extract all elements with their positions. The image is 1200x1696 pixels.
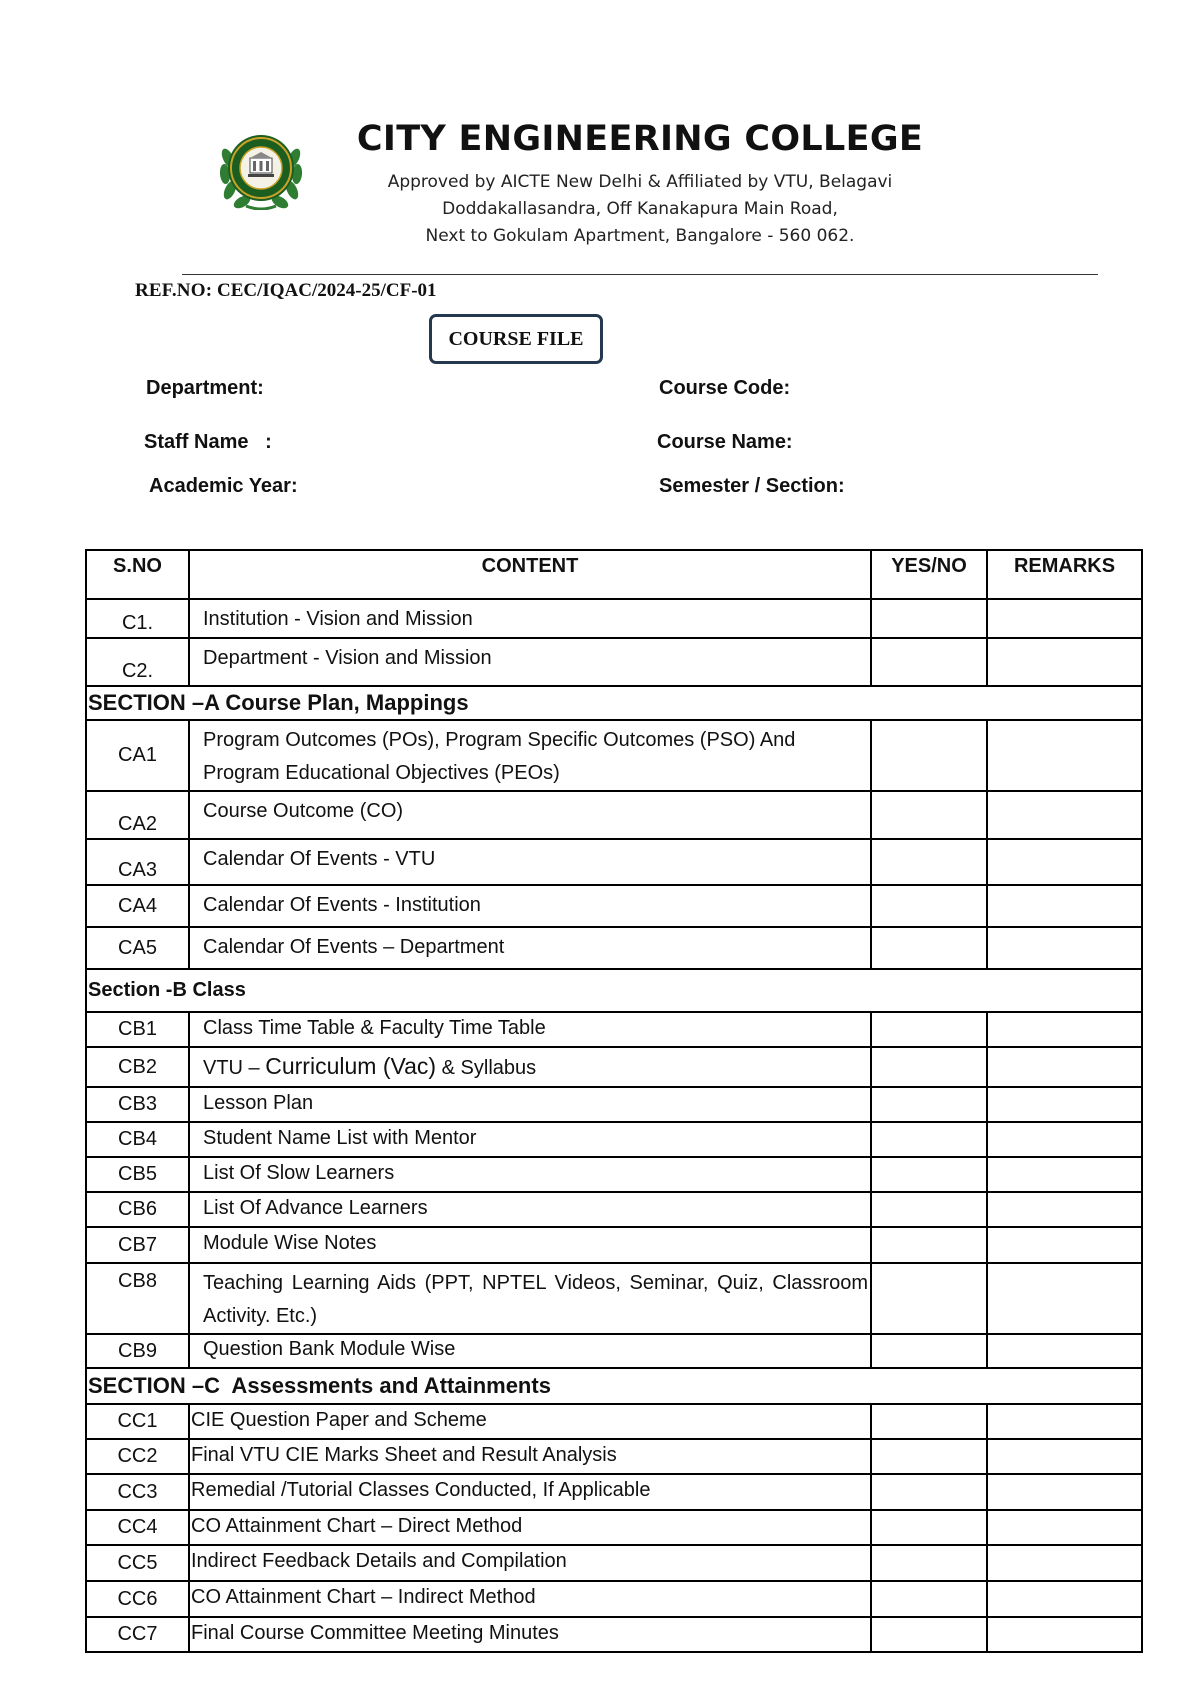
course-file-checklist-table (85, 549, 1143, 1653)
row-sno: CA3 (86, 839, 189, 885)
row-yes-no (871, 1047, 987, 1087)
row-yes-no (871, 1334, 987, 1368)
row-remarks (987, 638, 1142, 686)
table-row (86, 1334, 1142, 1368)
table-row (86, 1263, 1142, 1334)
document-title: COURSE FILE (448, 327, 584, 350)
row-yes-no (871, 720, 987, 791)
row-yes-no (871, 1122, 987, 1157)
row-remarks (987, 1334, 1142, 1368)
row-sno: CB1 (86, 1012, 189, 1047)
row-remarks (987, 927, 1142, 969)
table-row (86, 1192, 1142, 1227)
row-yes-no (871, 1510, 987, 1545)
header-remarks: REMARKS (987, 550, 1142, 599)
row-content: Calendar Of Events - Institution (189, 885, 871, 927)
row-sno: CB2 (86, 1047, 189, 1087)
row-yes-no (871, 1617, 987, 1652)
row-content: Lesson Plan (189, 1087, 871, 1122)
table-row (86, 791, 1142, 839)
row-sno: CB6 (86, 1192, 189, 1227)
college-address-line-3: Next to Gokulam Apartment, Bangalore - 560 062. (425, 226, 855, 246)
row-remarks (987, 1047, 1142, 1087)
header-sno: S.NO (86, 550, 189, 599)
row-sno: C1. (86, 599, 189, 638)
row-sno: CB8 (86, 1263, 189, 1334)
row-content: Department - Vision and Mission (189, 638, 871, 686)
table-row (86, 927, 1142, 969)
table-row (86, 1227, 1142, 1263)
row-sno: CB9 (86, 1334, 189, 1368)
row-content: List Of Slow Learners (189, 1157, 871, 1192)
section-row (86, 1368, 1142, 1404)
row-content: Class Time Table & Faculty Time Table (189, 1012, 871, 1047)
table-row (86, 1012, 1142, 1047)
section-heading: SECTION –A Course Plan, Mappings (86, 686, 1142, 720)
row-remarks (987, 1474, 1142, 1510)
table-row (86, 1617, 1142, 1652)
row-content: Indirect Feedback Details and Compilation (189, 1545, 871, 1581)
row-remarks (987, 1581, 1142, 1617)
content-part: VTU – (203, 1057, 266, 1079)
row-content: Student Name List with Mentor (189, 1122, 871, 1157)
row-remarks (987, 885, 1142, 927)
staff-name-label: Staff Name : (144, 431, 272, 453)
row-remarks (987, 1227, 1142, 1263)
row-remarks (987, 1439, 1142, 1474)
row-content: CO Attainment Chart – Indirect Method (189, 1581, 871, 1617)
row-content (189, 1047, 871, 1087)
row-yes-no (871, 1192, 987, 1227)
row-sno: CC5 (86, 1545, 189, 1581)
table-row (86, 1047, 1142, 1087)
row-yes-no (871, 1404, 987, 1439)
row-content: Course Outcome (CO) (189, 791, 871, 839)
row-yes-no (871, 1439, 987, 1474)
document-title-box (429, 314, 603, 364)
academic-year-label: Academic Year: (149, 475, 298, 497)
row-yes-no (871, 885, 987, 927)
row-sno: CB5 (86, 1157, 189, 1192)
row-remarks (987, 1192, 1142, 1227)
row-content: Module Wise Notes (189, 1227, 871, 1263)
row-remarks (987, 1545, 1142, 1581)
row-remarks (987, 1012, 1142, 1047)
row-yes-no (871, 1087, 987, 1122)
table-row (86, 839, 1142, 885)
semester-section-label: Semester / Section: (659, 475, 845, 497)
college-address-line-1: Approved by AICTE New Delhi & Affiliated by VTU, Belagavi (387, 172, 893, 192)
row-yes-no (871, 638, 987, 686)
row-remarks (987, 1617, 1142, 1652)
row-yes-no (871, 1263, 987, 1334)
row-remarks (987, 1404, 1142, 1439)
section-heading: SECTION –C Assessments and Attainments (86, 1368, 1142, 1404)
header-content: CONTENT (189, 550, 871, 599)
table-row (86, 638, 1142, 686)
row-yes-no (871, 791, 987, 839)
table-row (86, 1157, 1142, 1192)
row-yes-no (871, 599, 987, 638)
row-sno: CC1 (86, 1404, 189, 1439)
row-yes-no (871, 927, 987, 969)
row-yes-no (871, 1157, 987, 1192)
section-heading: Section -B Class (86, 969, 1142, 1012)
table-row (86, 1122, 1142, 1157)
course-name-label: Course Name: (657, 431, 793, 453)
row-yes-no (871, 1581, 987, 1617)
college-name: CITY ENGINEERING COLLEGE (356, 119, 924, 159)
table-row (86, 1439, 1142, 1474)
reference-value: CEC/IQAC/2024-25/CF-01 (216, 280, 437, 301)
row-remarks (987, 1157, 1142, 1192)
row-sno: CA1 (86, 720, 189, 791)
row-remarks (987, 839, 1142, 885)
row-content: List Of Advance Learners (189, 1192, 871, 1227)
header-divider (182, 274, 1098, 275)
college-address-line-2: Doddakallasandra, Off Kanakapura Main Road, (442, 199, 838, 219)
row-yes-no (871, 1012, 987, 1047)
table-row (86, 1545, 1142, 1581)
row-yes-no (871, 839, 987, 885)
row-content: Remedial /Tutorial Classes Conducted, If Applicable (189, 1474, 871, 1510)
row-content: Calendar Of Events - VTU (189, 839, 871, 885)
row-content: Teaching Learning Aids (PPT, NPTEL Videos, Seminar, Quiz, Classroom Activity. Etc.) (189, 1263, 871, 1334)
row-remarks (987, 1263, 1142, 1334)
section-row (86, 969, 1142, 1012)
row-content: Calendar Of Events – Department (189, 927, 871, 969)
row-sno: C2. (86, 638, 189, 686)
row-remarks (987, 599, 1142, 638)
row-sno: CA2 (86, 791, 189, 839)
row-remarks (987, 1087, 1142, 1122)
content-part: Curriculum (Vac) (265, 1053, 437, 1079)
row-content: Institution - Vision and Mission (189, 599, 871, 638)
row-sno: CC4 (86, 1510, 189, 1545)
row-remarks (987, 791, 1142, 839)
content-part: & Syllabus (436, 1057, 537, 1079)
row-sno: CB7 (86, 1227, 189, 1263)
row-sno: CC7 (86, 1617, 189, 1652)
table-row (86, 885, 1142, 927)
course-code-label: Course Code: (659, 377, 791, 399)
row-sno: CC3 (86, 1474, 189, 1510)
college-logo (216, 128, 306, 210)
table-row (86, 720, 1142, 791)
row-content: Program Outcomes (POs), Program Specific Outcomes (PSO) And Program Educational Objectives (PEOs) (189, 720, 871, 791)
row-yes-no (871, 1545, 987, 1581)
row-content: CIE Question Paper and Scheme (189, 1404, 871, 1439)
row-remarks (987, 1122, 1142, 1157)
row-sno: CA5 (86, 927, 189, 969)
row-sno: CC2 (86, 1439, 189, 1474)
header-yes-no: YES/NO (871, 550, 987, 599)
row-content: Final VTU CIE Marks Sheet and Result Analysis (189, 1439, 871, 1474)
table-row (86, 1087, 1142, 1122)
table-row (86, 1581, 1142, 1617)
reference-label: REF.NO: (135, 280, 213, 301)
table-row (86, 1404, 1142, 1439)
row-remarks (987, 720, 1142, 791)
table-row (86, 1474, 1142, 1510)
row-yes-no (871, 1227, 987, 1263)
section-row (86, 686, 1142, 720)
row-yes-no (871, 1474, 987, 1510)
row-remarks (987, 1510, 1142, 1545)
table-header-row (86, 550, 1142, 599)
row-content: Final Course Committee Meeting Minutes (189, 1617, 871, 1652)
row-sno: CB4 (86, 1122, 189, 1157)
department-label: Department: (146, 377, 264, 399)
row-sno: CB3 (86, 1087, 189, 1122)
table-row (86, 1510, 1142, 1545)
reference-number (135, 280, 437, 302)
row-sno: CA4 (86, 885, 189, 927)
row-sno: CC6 (86, 1581, 189, 1617)
table-row (86, 599, 1142, 638)
row-content: CO Attainment Chart – Direct Method (189, 1510, 871, 1545)
row-content: Question Bank Module Wise (189, 1334, 871, 1368)
